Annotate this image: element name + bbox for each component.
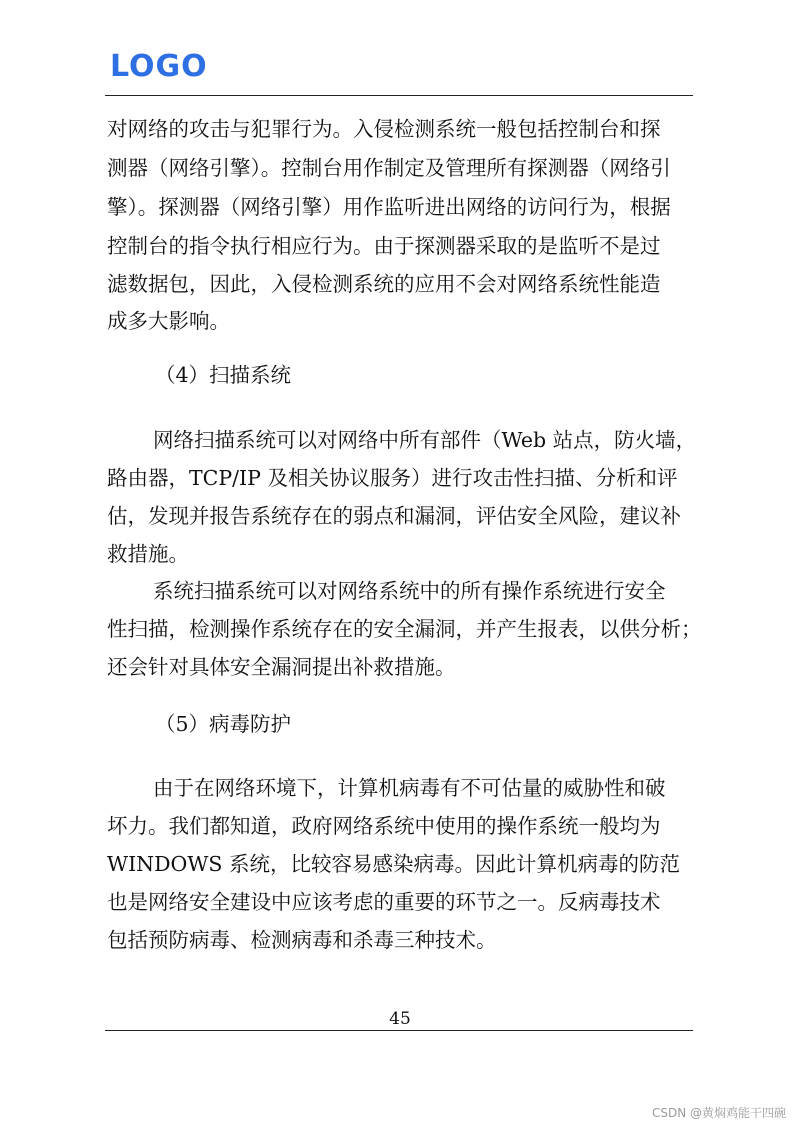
text-line: 擎）。探测器（网络引擎）用作监听进出网络的访问行为，根据 <box>107 195 671 219</box>
text-line: 成多大影响。 <box>107 309 230 333</box>
text-line: 救措施。 <box>107 542 189 566</box>
logo: LOGO <box>110 49 208 84</box>
text-line: 路由器，TCP/IP 及相关协议服务）进行攻击性扫描、分析和评 <box>107 466 678 490</box>
footer-rule <box>105 1030 693 1031</box>
text-line: 也是网络安全建设中应该考虑的重要的环节之一。反病毒技术 <box>107 890 661 914</box>
page-number: 45 <box>389 1009 411 1029</box>
text-line: 对网络的攻击与犯罪行为。入侵检测系统一般包括控制台和探 <box>107 117 661 141</box>
text-line: 测器（网络引擎）。控制台用作制定及管理所有探测器（网络引 <box>107 156 671 180</box>
section-heading-5: （5）病毒防护 <box>155 712 292 736</box>
text-line: WINDOWS 系统，比较容易感染病毒。因此计算机病毒的防范 <box>107 852 680 876</box>
header-rule <box>105 95 693 96</box>
text-line: 坏力。我们都知道，政府网络系统中使用的操作系统一般均为 <box>107 814 661 838</box>
text-line: 性扫描，检测操作系统存在的安全漏洞，并产生报表，以供分析； <box>107 617 702 641</box>
text-line: 还会针对具体安全漏洞提出补救措施。 <box>107 655 456 679</box>
text-line: 控制台的指令执行相应行为。由于探测器采取的是监听不是过 <box>107 234 661 258</box>
text-line: 系统扫描系统可以对网络系统中的所有操作系统进行安全 <box>153 579 666 603</box>
watermark: CSDN @黄焖鸡能干四碗 <box>651 1106 786 1120</box>
section-heading-4: （4）扫描系统 <box>155 363 292 387</box>
text-line: 由于在网络环境下，计算机病毒有不可估量的威胁性和破 <box>153 776 666 800</box>
text-line: 网络扫描系统可以对网络中所有部件（Web 站点，防火墙， <box>153 428 697 452</box>
text-line: 包括预防病毒、检测病毒和杀毒三种技术。 <box>107 928 497 952</box>
text-line: 估，发现并报告系统存在的弱点和漏洞，评估安全风险，建议补 <box>107 504 681 528</box>
text-line: 滤数据包，因此，入侵检测系统的应用不会对网络系统性能造 <box>107 272 661 296</box>
